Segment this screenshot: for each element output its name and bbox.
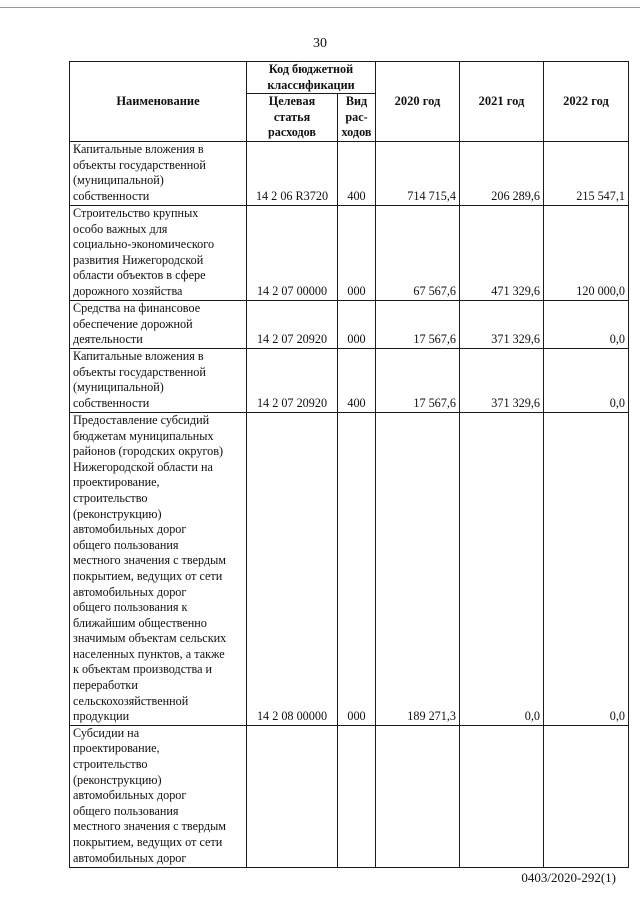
row-name: Капитальные вложения в объекты государственной (муниципальной) собственности bbox=[70, 141, 247, 205]
col-header-2022: 2022 год bbox=[544, 62, 629, 142]
row-2020: 17 567,6 bbox=[376, 348, 460, 412]
row-name: Средства на финансовое обеспечение дорожной деятельности bbox=[70, 300, 247, 348]
page-number: 30 bbox=[313, 36, 327, 51]
row-kind: 400 bbox=[338, 348, 376, 412]
col-header-name: Наименование bbox=[70, 62, 247, 142]
table-row bbox=[70, 300, 629, 348]
table-row bbox=[70, 205, 629, 300]
row-2022: 120 000,0 bbox=[544, 205, 629, 300]
row-2022: 215 547,1 bbox=[544, 141, 629, 205]
table-row bbox=[70, 725, 629, 867]
row-2021: 471 329,6 bbox=[460, 205, 544, 300]
row-code: 14 2 06 R3720 bbox=[247, 141, 338, 205]
row-2020 bbox=[376, 725, 460, 867]
row-2021 bbox=[460, 725, 544, 867]
row-kind: 400 bbox=[338, 141, 376, 205]
budget-table bbox=[69, 61, 629, 868]
row-2021: 0,0 bbox=[460, 412, 544, 725]
row-kind bbox=[338, 725, 376, 867]
row-2021: 206 289,6 bbox=[460, 141, 544, 205]
row-name: Капитальные вложения в объекты государственной (муниципальной) собственности bbox=[70, 348, 247, 412]
row-2021: 371 329,6 bbox=[460, 300, 544, 348]
row-name: Субсидии на проектирование, строительство (реконструкцию) автомобильных дорог общего пользования местного значения с твердым покрытием, ведущих от сети автомобильных дорог bbox=[70, 725, 247, 867]
row-2020: 67 567,6 bbox=[376, 205, 460, 300]
row-code: 14 2 07 20920 bbox=[247, 348, 338, 412]
row-kind: 000 bbox=[338, 205, 376, 300]
table-row bbox=[70, 348, 629, 412]
col-header-2020: 2020 год bbox=[376, 62, 460, 142]
top-edge-line bbox=[0, 7, 640, 8]
col-header-expense-type: Вид рас-ходов bbox=[338, 94, 376, 142]
row-2022 bbox=[544, 725, 629, 867]
row-code: 14 2 07 20920 bbox=[247, 300, 338, 348]
row-2020: 17 567,6 bbox=[376, 300, 460, 348]
col-header-target-article: Целевая статья расходов bbox=[247, 94, 338, 142]
col-header-budget-code: Код бюджетной классификации bbox=[247, 62, 376, 94]
col-header-2021: 2021 год bbox=[460, 62, 544, 142]
row-2020: 714 715,4 bbox=[376, 141, 460, 205]
row-2021: 371 329,6 bbox=[460, 348, 544, 412]
row-2022: 0,0 bbox=[544, 300, 629, 348]
row-name: Предоставление субсидий бюджетам муниципальных районов (городских округов) Нижегородской области на проектирование, строительство (реконструкцию) автомобильных дорог общего пользования местного значения с твердым покрытием, ведущих от сети автомобильных дорог общего пользования к ближайшим общественно значимым объектам сельских населенных пунктов, а также к объектам производства и переработки сельскохозяйственной продукции bbox=[70, 412, 247, 725]
row-code: 14 2 08 00000 bbox=[247, 412, 338, 725]
table-row bbox=[70, 141, 629, 205]
header-row-top bbox=[70, 62, 629, 94]
table-row bbox=[70, 412, 629, 725]
row-kind: 000 bbox=[338, 412, 376, 725]
row-2020: 189 271,3 bbox=[376, 412, 460, 725]
row-name: Строительство крупных особо важных для социально-экономического развития Нижегородской области объектов в сфере дорожного хозяйства bbox=[70, 205, 247, 300]
document-code: 0403/2020-292(1) bbox=[521, 870, 616, 885]
row-code: 14 2 07 00000 bbox=[247, 205, 338, 300]
row-code bbox=[247, 725, 338, 867]
row-2022: 0,0 bbox=[544, 348, 629, 412]
row-kind: 000 bbox=[338, 300, 376, 348]
row-2022: 0,0 bbox=[544, 412, 629, 725]
